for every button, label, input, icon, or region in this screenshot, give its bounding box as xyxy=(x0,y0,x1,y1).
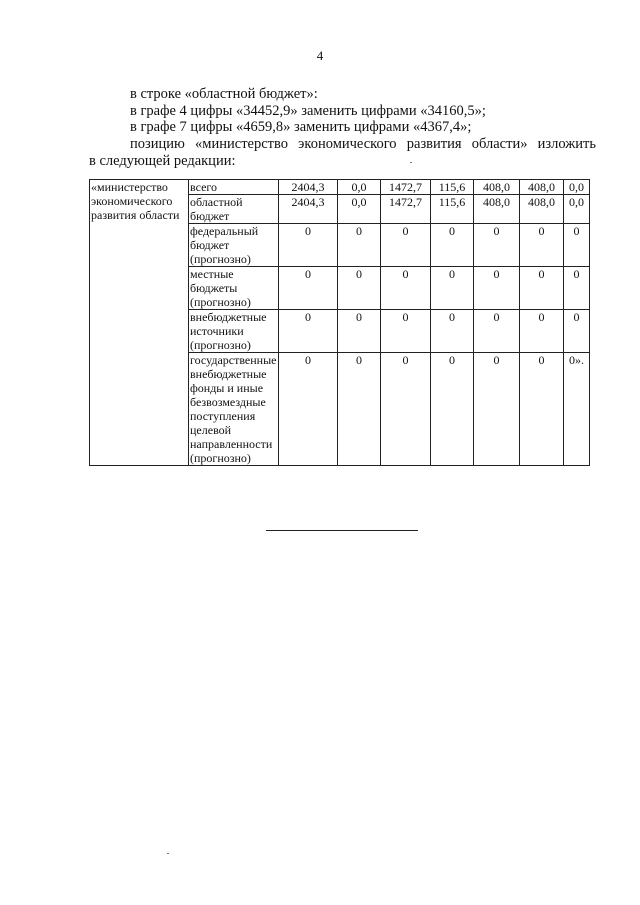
value-cell: 0 xyxy=(520,224,564,267)
value-cell: 0 xyxy=(279,353,338,466)
value-cell: 0 xyxy=(431,310,474,353)
value-cell: 0 xyxy=(431,353,474,466)
value-cell: 1472,7 xyxy=(381,180,431,195)
source-cell: местные бюджеты (прогнозно) xyxy=(189,267,279,310)
value-cell: 408,0 xyxy=(474,195,520,224)
value-cell: 0 xyxy=(520,267,564,310)
value-cell: 0 xyxy=(279,310,338,353)
source-cell: всего xyxy=(189,180,279,195)
source-cell: государственные внебюджетные фонды и иные безвозмездные поступления целевой направленности (прогнозно) xyxy=(190,353,277,465)
value-cell: 0 xyxy=(520,353,564,466)
paragraph-line-5: в следующей редакции: xyxy=(89,153,236,169)
separator-line xyxy=(266,530,418,531)
value-cell: 0 xyxy=(381,267,431,310)
value-cell: 408,0 xyxy=(520,195,564,224)
value-cell: 0 xyxy=(474,310,520,353)
value-cell: 0 xyxy=(381,224,431,267)
value-cell: 0 xyxy=(431,267,474,310)
paragraph-line-2: в графе 4 цифры «34452,9» заменить цифрами «34160,5»; xyxy=(130,103,486,119)
value-cell: 1472,7 xyxy=(381,195,431,224)
value-cell: 2404,3 xyxy=(279,180,338,195)
value-cell: 0 xyxy=(338,310,381,353)
value-cell: 0 xyxy=(520,310,564,353)
paragraph-line-4: позицию «министерство экономического развития области» изложить xyxy=(130,136,596,152)
value-cell: 0 xyxy=(474,353,520,466)
organization-cell: «министерство экономического развития области xyxy=(90,180,189,466)
source-cell: федеральный бюджет (прогнозно) xyxy=(189,224,279,267)
paragraph-line-3: в графе 7 цифры «4659,8» заменить цифрами «4367,4»; xyxy=(130,119,472,135)
value-cell: 0 xyxy=(564,310,590,353)
scan-speck xyxy=(410,162,412,163)
value-cell: 0 xyxy=(474,224,520,267)
value-cell: 408,0 xyxy=(520,180,564,195)
value-cell: 408,0 xyxy=(474,180,520,195)
value-cell: 0 xyxy=(279,224,338,267)
source-cell: внебюджетные источники (прогнозно) xyxy=(189,310,279,353)
table-row xyxy=(90,180,590,195)
value-cell: 0 xyxy=(381,310,431,353)
value-cell: 0,0 xyxy=(338,180,381,195)
value-cell: 0 xyxy=(338,267,381,310)
value-cell: 0,0 xyxy=(564,180,590,195)
value-cell: 0 xyxy=(338,353,381,466)
paragraph-line-1: в строке «областной бюджет»: xyxy=(130,86,318,102)
value-cell: 0,0 xyxy=(338,195,381,224)
value-cell: 0 xyxy=(338,224,381,267)
source-cell: областной бюджет xyxy=(189,195,279,224)
value-cell: 0 xyxy=(564,267,590,310)
value-cell: 0,0 xyxy=(564,195,590,224)
value-cell: 0 xyxy=(474,267,520,310)
page-number: 4 xyxy=(316,48,324,63)
value-cell: 0 xyxy=(381,353,431,466)
value-cell: 0 xyxy=(564,224,590,267)
value-cell: 0 xyxy=(431,224,474,267)
value-cell: 115,6 xyxy=(431,195,474,224)
value-cell: 115,6 xyxy=(431,180,474,195)
budget-table xyxy=(89,179,590,466)
value-cell: 0». xyxy=(564,353,590,466)
scan-speck xyxy=(167,853,169,854)
value-cell: 2404,3 xyxy=(279,195,338,224)
value-cell: 0 xyxy=(279,267,338,310)
